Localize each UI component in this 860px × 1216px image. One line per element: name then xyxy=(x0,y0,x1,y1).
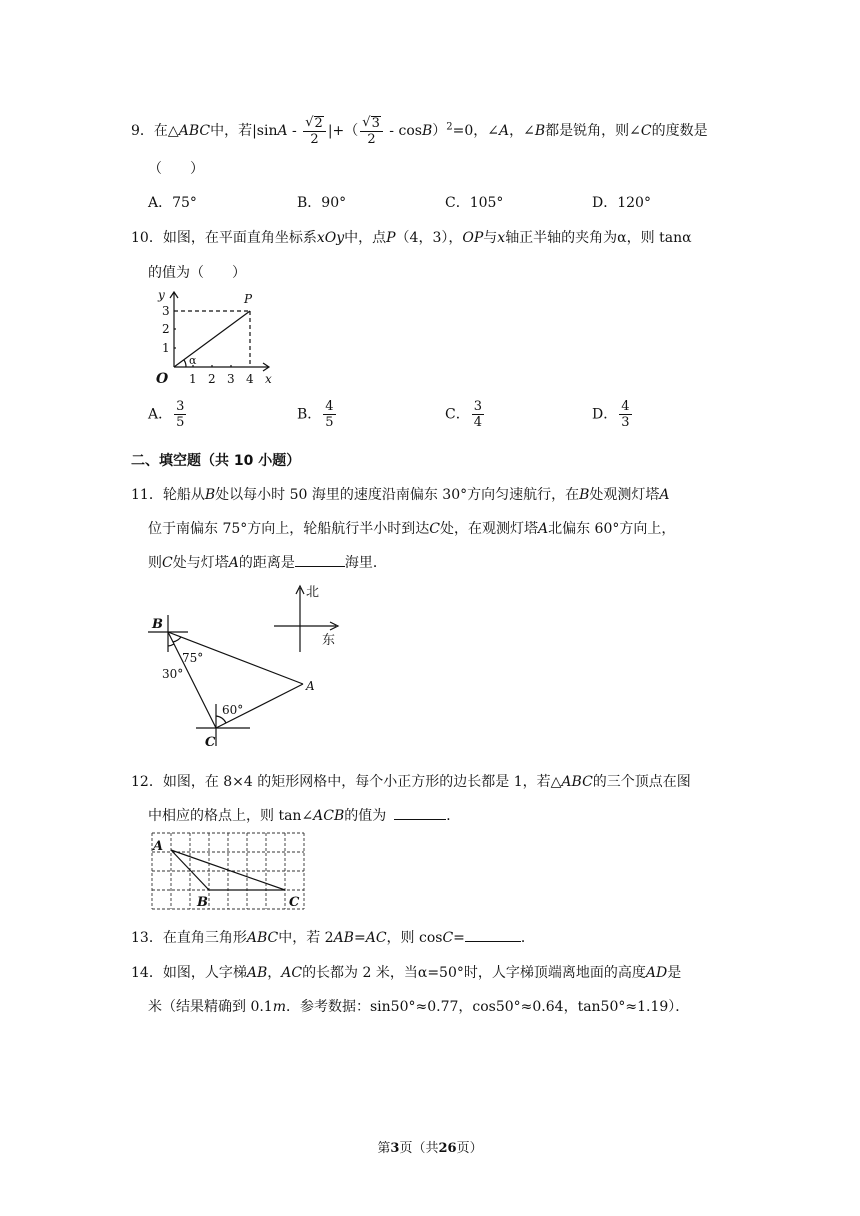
q14-number: 14． xyxy=(131,965,163,981)
option-label: C． xyxy=(445,406,470,423)
q12-text: 的三个顶点在图 xyxy=(592,774,691,790)
q13-text: C xyxy=(442,930,454,946)
option-den: 5 xyxy=(176,415,185,430)
q9-option-b: B．90° xyxy=(297,195,347,211)
q11-line2 xyxy=(148,518,675,538)
x-tick: 4 xyxy=(246,372,254,386)
q10-option-a xyxy=(148,400,188,429)
q9-exponent: 2 xyxy=(446,121,453,133)
q13-text: 中，若 2 xyxy=(278,930,334,946)
q12-text: ABC xyxy=(561,774,593,790)
q11-text: 处观测灯塔 xyxy=(589,487,660,503)
q9-text: |+（ xyxy=(327,123,359,139)
q10-text: 如图，在平面直角坐标系 xyxy=(162,230,317,246)
q9-fraction-sqrt2-over-2: √ 2 2 xyxy=(303,116,326,146)
q10-option-b xyxy=(297,400,338,429)
point-b-label: B xyxy=(152,617,163,632)
x-label: x xyxy=(265,372,272,386)
q11-text: 位于南偏东 75°方向上，轮船航行半小时到达 xyxy=(148,521,430,537)
angle-arc-60 xyxy=(216,716,226,723)
q11-text: A xyxy=(537,521,549,537)
q11-text: 海里． xyxy=(344,555,387,571)
segment-op xyxy=(174,311,250,367)
x-tick: 3 xyxy=(227,372,235,386)
q9-option-a: A．75° xyxy=(148,195,197,211)
q11-navigation-figure xyxy=(140,580,360,750)
q14-text: ．参考数据：sin50°≈0.77，cos50°≈0.64，tan50°≈1.19）． xyxy=(286,999,690,1015)
q12-text: 的值为 xyxy=(344,808,387,824)
q13-text: AB xyxy=(333,930,354,946)
point-c-label: C xyxy=(289,895,300,910)
q10-text: 轴正半轴的夹角为α，则 tanα xyxy=(505,230,692,246)
q11-text: 处，在观测灯塔 xyxy=(439,521,538,537)
q9-option-d: D．120° xyxy=(592,195,651,211)
q12-text: 中相应的格点上，则 tan∠ xyxy=(148,808,314,824)
q9-text: A xyxy=(499,123,510,139)
angle-30-label: 30° xyxy=(162,667,184,681)
footer-page-number: 3 xyxy=(390,1141,400,1156)
page-footer xyxy=(0,1137,860,1156)
q13-text: 在直角三角形 xyxy=(162,930,247,946)
q12-number: 12． xyxy=(131,774,163,790)
q12-grid-figure xyxy=(148,832,313,914)
q9-text: - xyxy=(287,123,302,139)
option-num: 3 xyxy=(473,399,482,414)
option-num: 4 xyxy=(621,399,630,414)
option-fraction xyxy=(323,400,335,429)
q14-text: m xyxy=(272,999,286,1015)
q11-text: B xyxy=(579,487,590,503)
q10-number: 10． xyxy=(131,230,163,246)
q11-text: 则 xyxy=(148,555,162,571)
east-label: 东 xyxy=(322,633,336,648)
q9-text: A xyxy=(277,123,288,139)
option-fraction xyxy=(472,400,484,429)
footer-total-pages: 26 xyxy=(438,1141,457,1156)
q11-text: 处以每小时 50 海里的速度沿南偏东 30°方向匀速航行，在 xyxy=(215,487,580,503)
option-label: D． xyxy=(592,406,618,423)
q10-text: x xyxy=(497,230,506,246)
q9-text: B xyxy=(534,123,546,139)
angle-alpha-label: α xyxy=(189,354,197,367)
q14-text: 米（结果精确到 0.1 xyxy=(148,999,273,1015)
q9-text: B xyxy=(421,123,433,139)
q14-text: AD xyxy=(645,965,668,981)
q10-text: P xyxy=(386,230,396,246)
q9-frac1-num: 2 xyxy=(314,116,323,131)
angle-arc xyxy=(184,360,186,367)
q14-line2 xyxy=(148,996,689,1016)
x-tick: 1 xyxy=(189,372,197,386)
q9-text: 的度数是 xyxy=(651,123,708,139)
q9-text: ABC xyxy=(178,123,211,139)
point-b-label: B xyxy=(197,895,208,910)
q11-text: 轮船从 xyxy=(162,487,205,503)
q12-text: ACB xyxy=(313,808,345,824)
section-heading: 二、填空题（共 10 小题） xyxy=(131,453,301,469)
q10-line1 xyxy=(131,227,692,247)
origin-label: O xyxy=(156,371,169,387)
point-a-label: A xyxy=(153,839,164,854)
option-den: 5 xyxy=(325,415,334,430)
q11-text: C xyxy=(162,555,173,571)
angle-arc-75 xyxy=(173,637,181,642)
q9-text: ，∠ xyxy=(509,123,535,139)
q13-text: = xyxy=(353,930,366,946)
y-tick: 1 xyxy=(162,341,170,355)
q11-text: A xyxy=(659,487,670,503)
x-tick: 2 xyxy=(208,372,216,386)
option-num: 4 xyxy=(325,399,334,414)
q14-text: 如图，人字梯 xyxy=(162,965,247,981)
footer-text: 页（共 xyxy=(399,1141,439,1156)
q12-text: 如图，在 8×4 的矩形网格中，每个小正方形的边长都是 1，若△ xyxy=(162,774,562,790)
option-num: 3 xyxy=(176,399,185,414)
q11-answer-blank[interactable] xyxy=(295,566,345,567)
angle-arc-30 xyxy=(168,644,174,646)
q9-text: 在△ xyxy=(153,123,179,139)
q9-text: C xyxy=(640,123,652,139)
q11-text: 的距离是 xyxy=(238,555,295,571)
q12-text: ． xyxy=(446,808,461,824)
y-tick: 2 xyxy=(162,322,170,336)
q12-line2 xyxy=(148,805,460,825)
q11-text: A xyxy=(228,555,239,571)
q14-text: ， xyxy=(267,965,282,981)
q9-frac2-den: 2 xyxy=(367,132,376,147)
q10-text: OP xyxy=(462,230,484,246)
q13-text: = xyxy=(453,930,465,946)
q9-frac1-den: 2 xyxy=(310,132,319,147)
q9-text: - cos xyxy=(384,123,422,139)
q10-option-c xyxy=(445,400,486,429)
q12-answer-blank[interactable] xyxy=(394,819,446,820)
q13-line xyxy=(131,927,535,947)
angle-75-label: 75° xyxy=(182,651,204,665)
option-label: A． xyxy=(148,406,173,423)
q12-line1 xyxy=(131,771,691,791)
q13-text: ． xyxy=(520,930,535,946)
q11-line1 xyxy=(131,484,670,504)
option-den: 4 xyxy=(473,415,482,430)
q9-text: 中，若|sin xyxy=(210,123,278,139)
q9-answer-paren: （ ） xyxy=(148,161,204,177)
q9-text: =0，∠ xyxy=(452,123,499,139)
q9-number: 9． xyxy=(131,123,154,139)
footer-text: 页） xyxy=(456,1141,483,1156)
q11-text: B xyxy=(204,487,216,503)
q13-answer-blank[interactable] xyxy=(465,941,521,942)
q10-text: xOy xyxy=(316,230,345,246)
q11-line3 xyxy=(148,552,387,572)
y-tick: 3 xyxy=(162,304,170,318)
option-fraction xyxy=(619,400,631,429)
point-p-label: P xyxy=(244,292,253,306)
q13-number: 13． xyxy=(131,930,163,946)
q14-line1 xyxy=(131,962,681,982)
q14-text: AB xyxy=(246,965,268,981)
point-c-label: C xyxy=(205,735,216,750)
north-label: 北 xyxy=(306,585,320,600)
q10-text: （4，3）， xyxy=(395,230,463,246)
q11-text: 处与灯塔 xyxy=(172,555,229,571)
q11-text: 北偏东 60°方向上， xyxy=(548,521,676,537)
q13-text: AC xyxy=(365,930,387,946)
q9-option-c: C．105° xyxy=(445,195,504,211)
q9-line1 xyxy=(131,116,708,146)
q9-text: ） xyxy=(432,123,447,139)
q11-number: 11． xyxy=(131,487,163,503)
q10-text: 中，点 xyxy=(344,230,387,246)
q9-text: 都是锐角，则∠ xyxy=(545,123,641,139)
q10-coordinate-figure xyxy=(148,285,283,390)
q13-text: ABC xyxy=(246,930,279,946)
option-label: B． xyxy=(297,406,322,423)
q11-text: C xyxy=(429,521,440,537)
option-fraction xyxy=(174,400,186,429)
q9-frac2-num: 3 xyxy=(371,116,380,131)
q10-option-d xyxy=(592,400,634,429)
q14-text: AC xyxy=(281,965,303,981)
q10-text: 与 xyxy=(483,230,498,246)
q10-line2: 的值为（ ） xyxy=(148,265,246,281)
point-a-label: A xyxy=(306,679,315,693)
footer-text: 第 xyxy=(377,1141,391,1156)
q13-text: ，则 cos xyxy=(386,930,443,946)
q14-text: 是 xyxy=(667,965,682,981)
option-den: 3 xyxy=(621,415,630,430)
y-label: y xyxy=(158,288,165,302)
q9-fraction-sqrt3-over-2: √ 3 2 xyxy=(360,116,383,146)
angle-60-label: 60° xyxy=(222,703,244,717)
q14-text: 的长都为 2 米，当α=50°时，人字梯顶端离地面的高度 xyxy=(302,965,646,981)
